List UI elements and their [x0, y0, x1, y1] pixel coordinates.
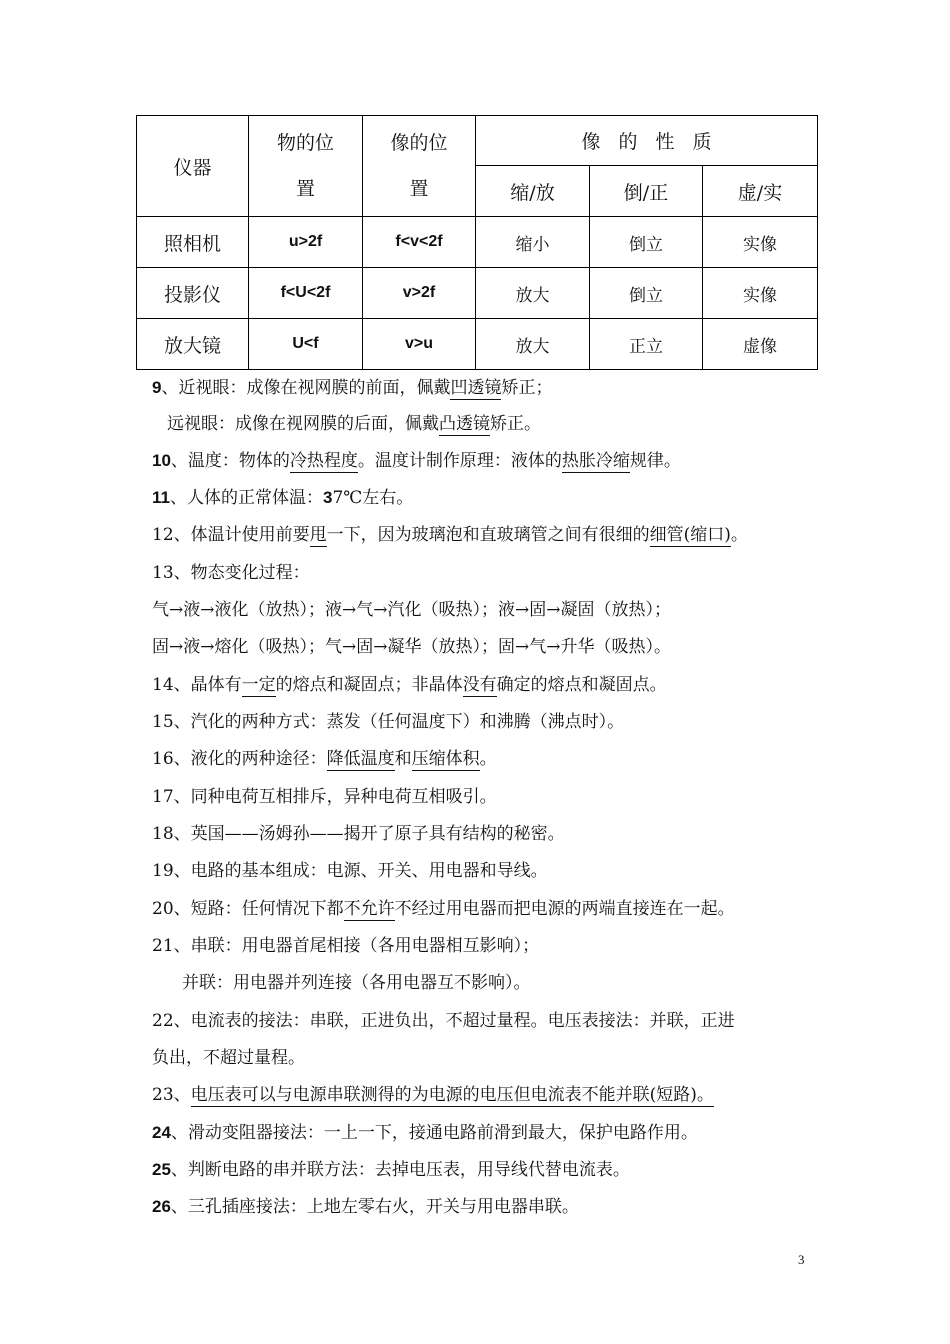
item-19-circuit: 19、电路的基本组成：电源、开关、用电器和导线。: [152, 861, 548, 881]
item-16-liquefaction: 16、液化的两种途径：降低温度和压缩体积。: [152, 749, 497, 769]
header-instrument: 仪器: [137, 116, 249, 217]
image-position: v>u: [363, 319, 476, 370]
item-17-charges: 17、同种电荷互相排斥，异种电荷互相吸引。: [152, 787, 497, 807]
item-21-series: 21、串联：用电器首尾相接（各用电器相互影响）；: [152, 936, 540, 956]
item-11-body-temperature: 11、人体的正常体温：37℃左右。: [152, 488, 414, 508]
image-scale: 放大: [476, 268, 590, 319]
item-9-myopia: 9、近视眼：成像在视网膜的前面，佩戴凹透镜矫正；: [152, 378, 553, 398]
header-object-position: 物的位 置: [249, 116, 363, 217]
image-position: v>2f: [363, 268, 476, 319]
item-13-phase-list-1: 气→液→液化（放热）；液→气→汽化（吸热）；液→固→凝固（放热）；: [152, 600, 671, 620]
image-orientation: 倒立: [590, 217, 703, 268]
item-22-meters-2: 负出，不超过量程。: [152, 1048, 305, 1068]
header-orientation: 倒/正: [590, 166, 703, 217]
header-image-position: 像的位 置: [363, 116, 476, 217]
image-orientation: 正立: [590, 319, 703, 370]
header-image-properties: 像的性质: [476, 116, 818, 166]
optics-table: [136, 115, 818, 370]
item-10-temperature: 10、温度：物体的冷热程度。温度计制作原理：液体的热胀冷缩规律。: [152, 451, 681, 471]
item-13-phase-list-2: 固→液→熔化（吸热）；气→固→凝华（放热）；固→气→升华（吸热）。: [152, 637, 671, 657]
image-position: f<v<2f: [363, 217, 476, 268]
instrument-name: 投影仪: [137, 268, 249, 319]
image-orientation: 倒立: [590, 268, 703, 319]
object-position: U<f: [249, 319, 363, 370]
item-13-phase-change: 13、物态变化过程：: [152, 563, 310, 583]
item-25-series-parallel: 25、判断电路的串并联方法：去掉电压表，用导线代替电流表。: [152, 1160, 630, 1180]
image-scale: 放大: [476, 319, 590, 370]
item-9-hyperopia: 远视眼：成像在视网膜的后面，佩戴凸透镜矫正。: [167, 414, 541, 434]
item-14-crystal: 14、晶体有一定的熔点和凝固点；非晶体没有确定的熔点和凝固点。: [152, 675, 667, 695]
item-20-short-circuit: 20、短路：任何情况下都不允许不经过用电器而把电源的两端直接连在一起。: [152, 899, 735, 919]
item-12-thermometer: 12、体温计使用前要甩一下，因为玻璃泡和直玻璃管之间有很细的细管(缩口)。: [152, 525, 748, 545]
image-scale: 缩小: [476, 217, 590, 268]
header-virtual-real: 虚/实: [703, 166, 818, 217]
table-row: [137, 268, 818, 319]
image-kind: 虚像: [703, 319, 818, 370]
image-kind: 实像: [703, 217, 818, 268]
item-22-meters-1: 22、电流表的接法：串联，正进负出，不超过量程。电压表接法：并联，正进: [152, 1011, 735, 1031]
item-24-rheostat: 24、滑动变阻器接法：一上一下，接通电路前滑到最大，保护电路作用。: [152, 1123, 698, 1143]
object-position: u>2f: [249, 217, 363, 268]
object-position: f<U<2f: [249, 268, 363, 319]
instrument-name: 照相机: [137, 217, 249, 268]
item-15-vaporization: 15、汽化的两种方式：蒸发（任何温度下）和沸腾（沸点时）。: [152, 712, 625, 732]
header-scale: 缩/放: [476, 166, 590, 217]
item-26-socket: 26、三孔插座接法：上地左零右火，开关与用电器串联。: [152, 1197, 579, 1217]
item-21-parallel: 并联：用电器并列连接（各用电器互不影响）。: [182, 973, 531, 993]
image-kind: 实像: [703, 268, 818, 319]
page-number: 3: [798, 1252, 805, 1267]
item-18-thomson: 18、英国——汤姆孙——揭开了原子具有结构的秘密。: [152, 824, 565, 844]
instrument-name: 放大镜: [137, 319, 249, 370]
item-23-voltmeter: 23、电压表可以与电源串联测得的为电源的电压但电流表不能并联(短路)。: [152, 1085, 714, 1105]
table-row: [137, 217, 818, 268]
table-row: [137, 319, 818, 370]
